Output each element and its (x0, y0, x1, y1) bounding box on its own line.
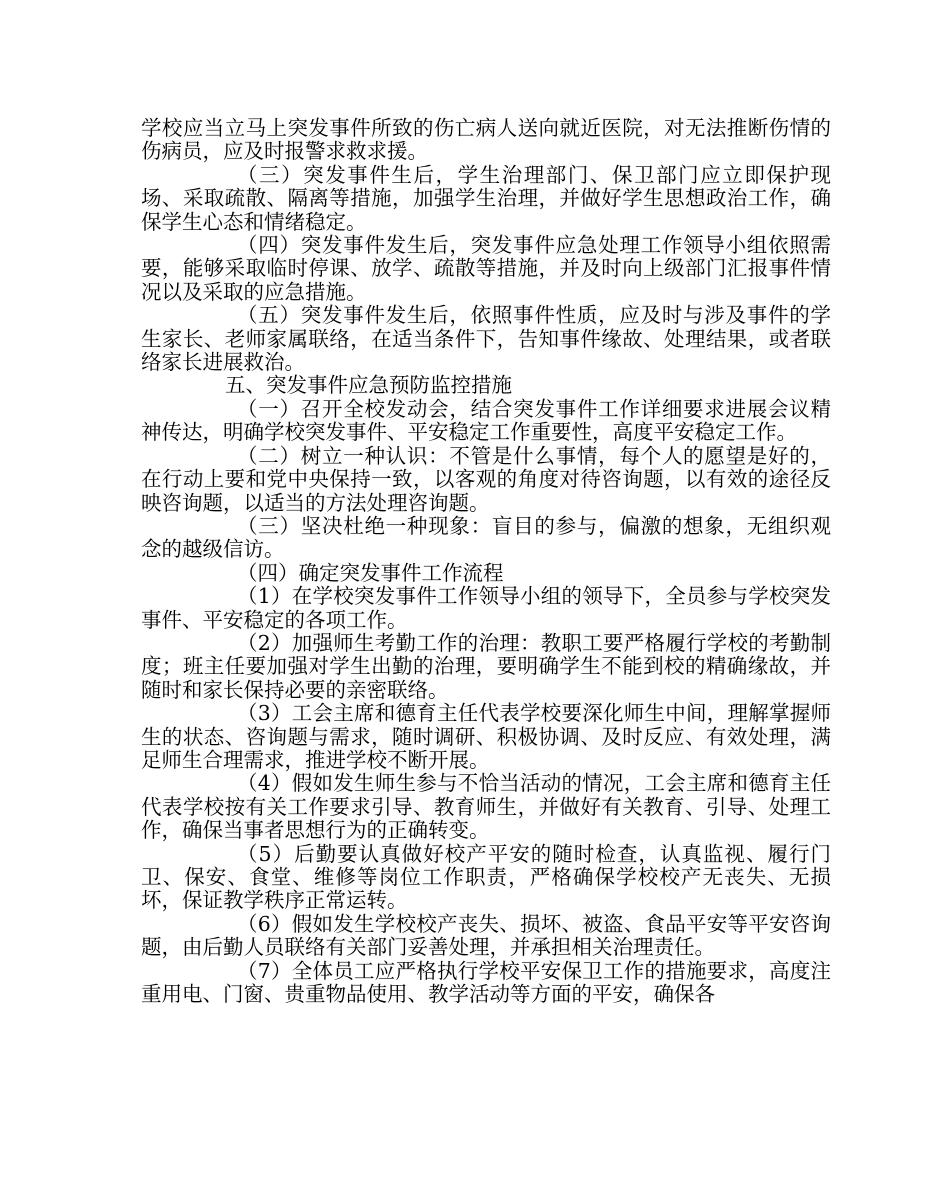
paragraph-2: （三）突发事件生后，学生治理部门、保卫部门应立即保护现场、采取疏散、隔离等措施，加强学生治理，并做好学生思想政治工作，确保学生心态和情绪稳定。 (141, 162, 831, 234)
paragraph-13: （4）假如发生师生参与不恰当活动的情况，工会主席和德育主任代表学校按有关工作要求引导、教育师生，并做好有关教育、引导、处理工作，确保当事者思想行为的正确转变。 (141, 771, 831, 843)
paragraph-3: （四）突发事件发生后，突发事件应急处理工作领导小组依照需要，能够采取临时停课、放学、疏散等措施，并及时向上级部门汇报事件情况以及采取的应急措施。 (141, 233, 831, 304)
paragraph-9: （四）确定突发事件工作流程 (237, 560, 504, 585)
paragraph-16: （7）全体员工应严格执行学校平安保卫工作的措施要求，高度注重用电、门窗、贵重物品使用、教学活动等方面的平安，确保各 (141, 958, 831, 1007)
paragraph-12: （3）工会主席和德育主任代表学校要深化师生中间，理解掌握师生的状态、咨询题与需求，随时调研、积极协调、及时反应、有效处理，满足师生合理需求，推进学校不断开展。 (141, 701, 831, 772)
paragraph-1: 学校应当立马上突发事件所致的伤亡病人送向就近医院，对无法推断伤情的伤病员，应及时报警求救求援。 (141, 116, 831, 164)
paragraph-10: （1）在学校突发事件工作领导小组的领导下，全员参与学校突发事件、平安稳定的各项工作。 (141, 584, 831, 632)
paragraph-11: （2）加强师生考勤工作的治理：教职工要严格履行学校的考勤制度；班主任要加强对学生出勤的治理，要明确学生不能到校的精确缘故，并随时和家长保持必要的亲密联络。 (141, 630, 831, 702)
paragraph-6: （一）召开全校发动会，结合突发事件工作详细要求进展会议精神传达，明确学校突发事件、平安稳定工作重要性，高度平安稳定工作。 (141, 396, 831, 445)
paragraph-14: （5）后勤要认真做好校产平安的随时检查，认真监视、履行门卫、保安、食堂、维修等岗位工作职责，严格确保学校校产无丧失、无损坏，保证教学秩序正常运转。 (141, 841, 831, 913)
paragraph-8: （三）坚决杜绝一种现象：盲目的参与，偏激的想象，无组织观念的越级信访。 (141, 513, 831, 562)
document-body (141, 117, 831, 1006)
paragraph-4: （五）突发事件发生后，依照事件性质，应及时与涉及事件的学生家长、老师家属联络，在适当条件下，告知事件缘故、处理结果，或者联络家长进展救治。 (141, 303, 831, 375)
paragraph-15: （6）假如发生学校校产丧失、损坏、被盗、食品平安等平安咨询题，由后勤人员联络有关部门妥善处理，并承担相关治理责任。 (141, 911, 831, 960)
paragraph-7: （二）树立一种认识：不管是什么事情，每个人的愿望是好的，在行动上要和党中央保持一致，以客观的角度对待咨询题，以有效的途径反映咨询题，以适当的方法处理咨询题。 (141, 443, 831, 515)
section-heading: 五、突发事件应急预防监控措施 (225, 373, 512, 398)
